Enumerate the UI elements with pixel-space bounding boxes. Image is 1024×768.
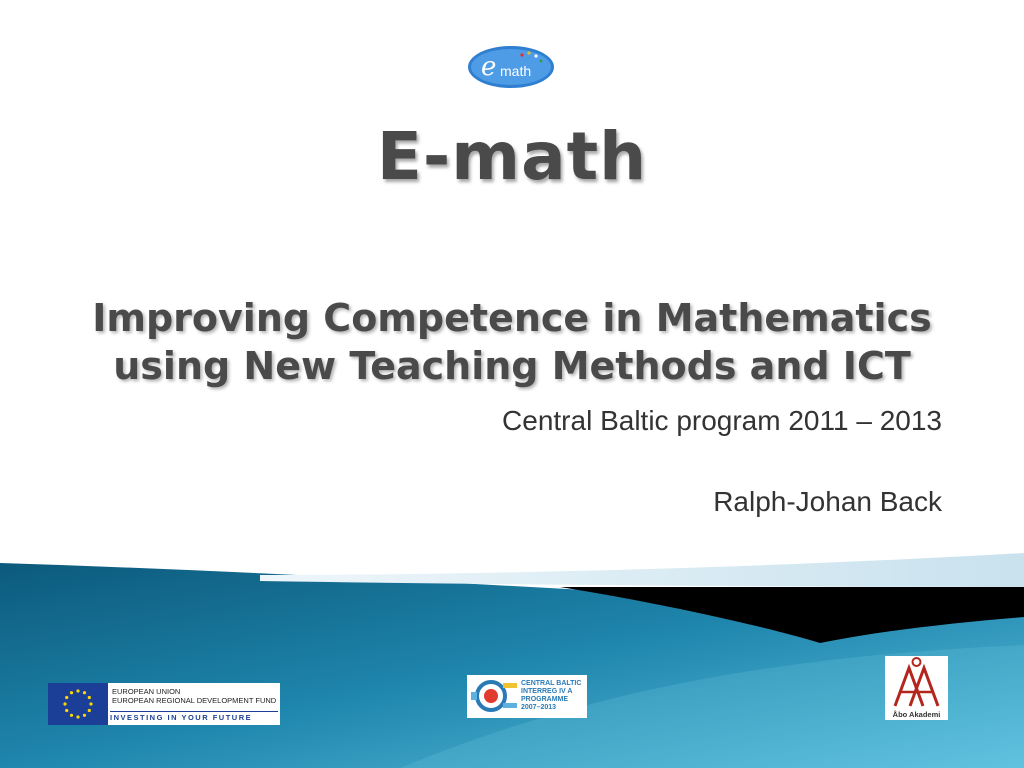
eu-line-1: EUROPEAN UNION: [112, 687, 181, 696]
central-baltic-text: [521, 680, 581, 712]
eu-flag-icon: [48, 683, 108, 725]
cb-line-2: INTERREG IV A: [521, 688, 573, 695]
eu-logo: [48, 683, 280, 725]
program-text: Central Baltic program 2011 – 2013: [502, 405, 942, 436]
emath-logo-letter: e: [481, 52, 497, 82]
emath-logo-icon: [467, 45, 555, 89]
eu-line-2: EUROPEAN REGIONAL DEVELOPMENT FUND: [112, 696, 277, 705]
cb-line-1: CENTRAL BALTIC: [521, 680, 582, 687]
decorative-bottom-band: [0, 545, 1024, 768]
cb-line-4: 2007–2013: [521, 704, 557, 711]
central-baltic-mark-icon: [469, 677, 519, 715]
abo-akademi-logo: [885, 656, 948, 720]
slide-subtitle: [0, 294, 1024, 390]
slide-title: E-math: [376, 118, 648, 195]
subtitle-line-1: Improving Competence in Mathematics: [92, 296, 932, 340]
eu-slogan: INVESTING IN YOUR FUTURE: [110, 711, 278, 724]
author-name: Ralph-Johan Back: [713, 486, 942, 517]
subtitle-line-2: using New Teaching Methods and ICT: [113, 344, 911, 388]
eu-text: [112, 687, 276, 705]
abo-akademi-name: Åbo Akademi: [892, 710, 941, 719]
central-baltic-logo: [467, 675, 587, 718]
cb-line-3: PROGRAMME: [521, 696, 569, 703]
abo-akademi-emblem-icon: [889, 656, 944, 708]
emath-logo-text: math: [500, 63, 532, 79]
